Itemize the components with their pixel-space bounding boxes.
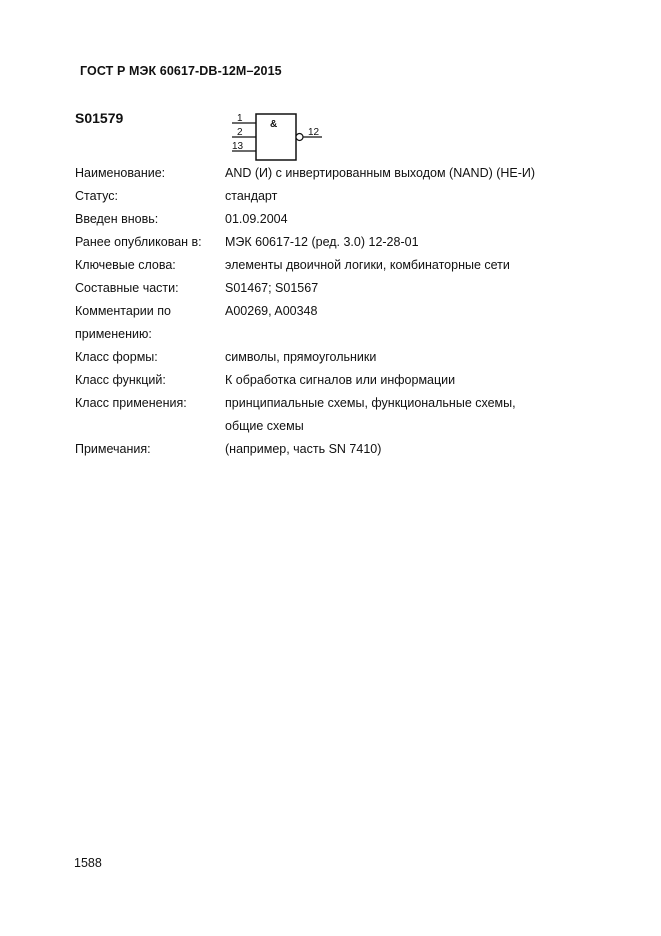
field-value: A00269, A00348 — [225, 304, 318, 318]
field-label — [75, 300, 225, 346]
field-label: Статус: — [75, 189, 118, 203]
field-label: Класс функций: — [75, 373, 166, 387]
field-row-name — [75, 162, 595, 185]
field-label: Введен вновь: — [75, 212, 159, 226]
field-value: стандарт — [225, 189, 278, 203]
field-label: Класс формы: — [75, 350, 158, 364]
field-label: Примечания: — [75, 442, 151, 456]
field-value: общие схемы — [225, 419, 304, 433]
document-header: ГОСТ Р МЭК 60617-DB-12M–2015 — [80, 64, 282, 78]
symbol-code: S01579 — [75, 110, 124, 126]
field-label: Наименование: — [75, 166, 166, 180]
pin-label-out: 12 — [308, 127, 320, 138]
inversion-bubble — [296, 134, 303, 141]
field-value: S01467; S01567 — [225, 281, 319, 295]
field-value: 01.09.2004 — [225, 212, 288, 226]
field-value: принципиальные схемы, функциональные схемы, — [225, 396, 516, 410]
field-row-keywords — [75, 254, 595, 277]
field-label: Класс применения: — [75, 396, 187, 410]
field-row-form-class — [75, 346, 595, 369]
field-value: (например, часть SN 7410) — [225, 442, 382, 456]
field-row-notes — [75, 438, 595, 461]
field-value: элементы двоичной логики, комбинаторные сети — [225, 258, 510, 272]
field-row-components — [75, 277, 595, 300]
field-label-line: применению: — [75, 327, 152, 341]
field-row-published — [75, 231, 595, 254]
field-row-comments — [75, 300, 595, 346]
field-row-introduced — [75, 208, 595, 231]
page-number: 1588 — [74, 856, 102, 870]
field-row-application-class — [75, 392, 595, 438]
nand-gate-symbol — [226, 112, 336, 164]
pin-label-1: 1 — [237, 113, 243, 124]
gate-label: & — [270, 119, 278, 130]
field-label: Ключевые слова: — [75, 258, 176, 272]
field-value: AND (И) с инвертированным выходом (NAND) (НЕ-И) — [225, 166, 536, 180]
field-row-status — [75, 185, 595, 208]
field-value: МЭК 60617-12 (ред. 3.0) 12-28-01 — [225, 235, 419, 249]
field-row-function-class — [75, 369, 595, 392]
field-value: символы, прямоугольники — [225, 350, 377, 364]
field-label: Ранее опубликован в: — [75, 235, 202, 249]
field-label: Составные части: — [75, 281, 179, 295]
pin-label-3: 13 — [232, 141, 244, 152]
pin-label-2: 2 — [237, 127, 243, 138]
field-label-line: Комментарии по — [75, 304, 171, 318]
field-value: К обработка сигналов или информации — [225, 373, 456, 387]
attribute-table — [75, 162, 595, 461]
